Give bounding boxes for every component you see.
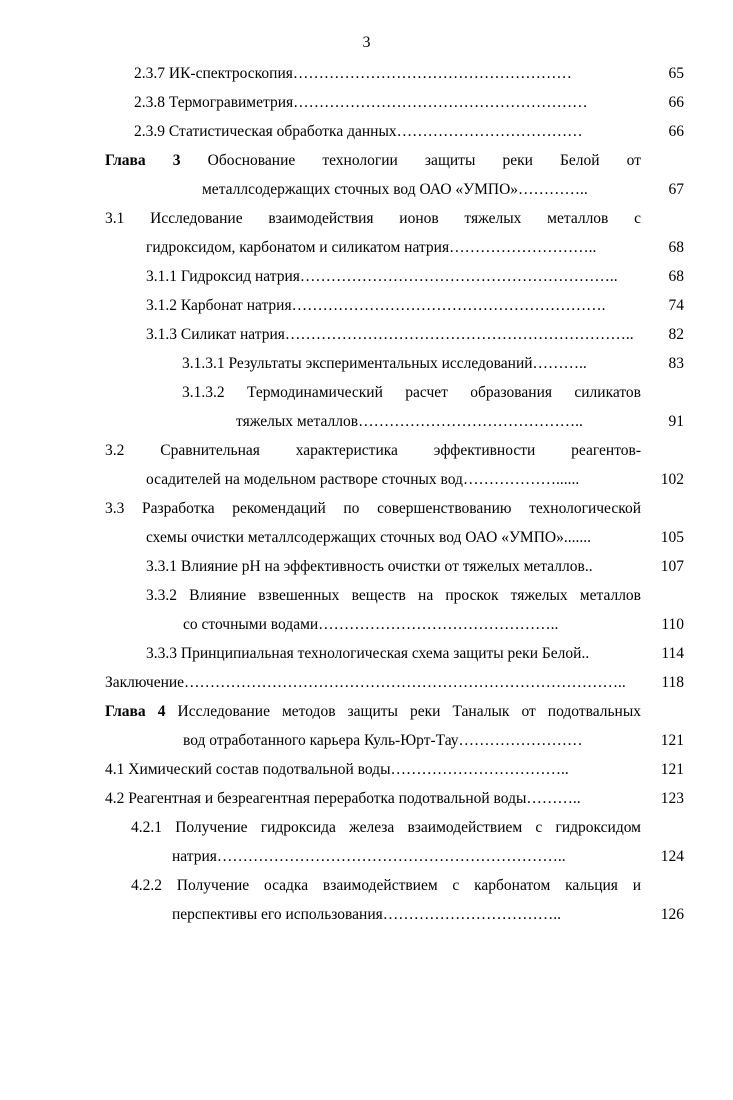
toc-entry-title-cont: гидроксидом, карбонатом и силикатом натрия……………………….. xyxy=(146,239,597,256)
toc-entry-page: 82 xyxy=(668,326,684,343)
toc-entry-page: 107 xyxy=(660,558,684,575)
toc-entry-title: 2.3.8 Термогравиметрия………………………………………………… xyxy=(134,94,588,111)
toc-entry-title: Заключение………………………………………………………………………….. xyxy=(105,674,626,691)
toc-entry-page: 126 xyxy=(660,906,684,923)
toc-entry xyxy=(134,93,684,113)
toc-entry xyxy=(146,325,684,345)
toc-entry xyxy=(183,731,684,751)
toc-entry xyxy=(202,180,684,200)
toc-entry-title-cont: вод отработанного карьера Куль-Юрт-Тау…………………… xyxy=(183,732,583,749)
toc-entry-page: 66 xyxy=(668,94,684,111)
toc-entry xyxy=(134,122,684,142)
toc-entry-title: 3.3.1 Влияние рН на эффективность очистки от тяжелых металлов.. xyxy=(146,558,593,575)
toc-entry-page: 83 xyxy=(668,355,684,372)
toc-entry-page: 68 xyxy=(668,239,684,256)
toc-entry-title: 3.2 Сравнительная характеристика эффективности реагентов- xyxy=(105,442,641,459)
toc-entry-title: 2.3.9 Статистическая обработка данных……………………………… xyxy=(134,123,583,140)
toc-entry-page: 118 xyxy=(661,674,684,691)
page-number: 3 xyxy=(362,34,371,51)
toc-entry xyxy=(131,876,641,896)
toc-entry xyxy=(146,238,684,258)
toc-entry-title: 4.1 Химический состав подотвальной воды…………………………….. xyxy=(105,761,569,778)
toc-entry-title: 3.1.1 Гидроксид натрия…………………………………………………….. xyxy=(146,268,618,285)
toc-entry-page: 65 xyxy=(668,65,684,82)
toc-entry-title: 2.3.7 ИК-спектроскопия……………………………………………… xyxy=(134,65,572,82)
toc-entry xyxy=(182,383,641,403)
toc-entry-title: 4.2.2 Получение осадка взаимодействием с карбонатом кальция и xyxy=(131,877,641,894)
chapter-label: Глава 3 xyxy=(105,152,181,169)
toc-entry-title: Исследование методов защиты реки Таналык от подотвальных xyxy=(177,703,641,720)
toc-entry-page: 123 xyxy=(660,790,684,807)
toc-entry-title: 3.3.2 Влияние взвешенных веществ на проскок тяжелых металлов xyxy=(146,587,641,604)
toc-entry-page: 68 xyxy=(668,268,684,285)
toc-entry-title: 3.1.3.2 Термодинамический расчет образования силикатов xyxy=(182,384,641,401)
toc-entry-title: 3.1.3 Силикат натрия………………………………………………………….. xyxy=(146,326,634,343)
toc-entry-title-cont: перспективы его использования…………………………….. xyxy=(172,906,562,923)
toc-entry xyxy=(146,557,684,577)
toc-entry xyxy=(182,354,684,374)
toc-entry xyxy=(105,673,684,693)
toc-entry-page: 114 xyxy=(661,645,684,662)
toc-entry xyxy=(146,586,641,606)
toc-entry-page: 102 xyxy=(660,471,684,488)
toc-entry-title: 4.2.1 Получение гидроксида железа взаимодействием с гидроксидом xyxy=(131,819,641,836)
toc-entry xyxy=(105,209,641,229)
toc-entry xyxy=(105,441,641,461)
toc-entry-page: 66 xyxy=(668,123,684,140)
toc-entry-title: 3.1.3.1 Результаты экспериментальных исследований……….. xyxy=(182,355,587,372)
toc-entry-page: 105 xyxy=(660,529,684,546)
toc-entry-title-cont: схемы очистки металлсодержащих сточных вод ОАО «УМПО»....... xyxy=(146,529,591,546)
toc-entry-page: 67 xyxy=(668,181,684,198)
toc-entry xyxy=(105,760,684,780)
toc-entry xyxy=(172,905,684,925)
toc-entry xyxy=(146,267,684,287)
toc-entry-title-cont: осадителей на модельном растворе сточных вод………………...... xyxy=(146,471,580,488)
toc-entry-page: 74 xyxy=(668,297,684,314)
toc-entry-page: 124 xyxy=(660,848,684,865)
toc-entry-title: 3.3.3 Принципиальная технологическая схема защиты реки Белой.. xyxy=(146,645,590,662)
toc-entry xyxy=(105,789,684,809)
toc-entry xyxy=(134,64,684,84)
chapter-heading xyxy=(105,702,641,722)
toc-entry xyxy=(236,412,684,432)
chapter-label: Глава 4 xyxy=(105,703,166,720)
toc-entry-page: 121 xyxy=(660,732,684,749)
toc-entry xyxy=(146,644,684,664)
toc-entry xyxy=(105,499,641,519)
toc-entry xyxy=(146,528,684,548)
toc-entry-page: 91 xyxy=(668,413,684,430)
toc-entry xyxy=(146,296,684,316)
chapter-heading xyxy=(105,151,641,171)
toc-entry-page: 110 xyxy=(661,616,684,633)
toc-entry-page: 121 xyxy=(660,761,684,778)
toc-entry-title: Обоснование технологии защиты реки Белой от xyxy=(207,152,641,169)
toc-entry-title: 3.3 Разработка рекомендаций по совершенствованию технологической xyxy=(105,500,641,517)
toc-entry-title-cont: со сточными водами……………………………………….. xyxy=(183,616,559,633)
toc-entry xyxy=(146,470,684,490)
toc-entry-title: 3.1.2 Карбонат натрия……………………………………………………. xyxy=(146,297,606,314)
toc-entry-title: 4.2 Реагентная и безреагентная переработка подотвальной воды……….. xyxy=(105,790,581,807)
toc-entry xyxy=(172,847,684,867)
toc-entry-title-cont: тяжелых металлов…………………………………….. xyxy=(236,413,583,430)
toc-entry-title-cont: металлсодержащих сточных вод ОАО «УМПО»………….. xyxy=(202,181,588,198)
toc-entry-title-cont: натрия………………………………………………………….. xyxy=(172,848,566,865)
toc-entry xyxy=(183,615,684,635)
toc-entry-title: 3.1 Исследование взаимодействия ионов тяжелых металлов с xyxy=(105,210,641,227)
toc-entry xyxy=(131,818,641,838)
